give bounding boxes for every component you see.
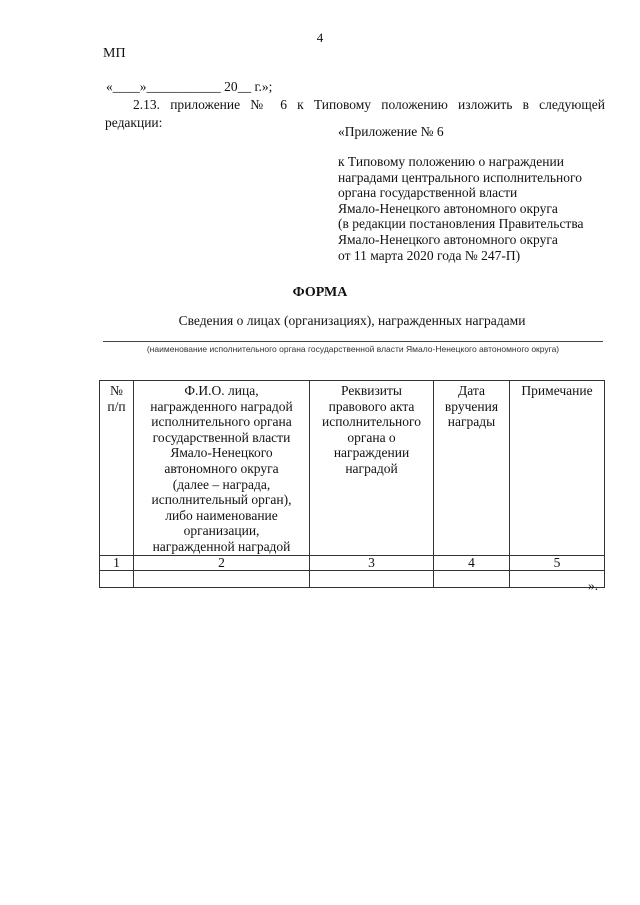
column-number: 4: [434, 555, 510, 570]
appendix-title: «Приложение № 6: [338, 124, 444, 139]
amendment-line-1: 2.13. приложение № 6 к Типовому положению изложить в следующей: [133, 97, 605, 112]
empty-cell[interactable]: [134, 570, 310, 587]
header-cell-name: Ф.И.О. лица, награжденного наградой исполнительного органа государственной власти Ямало-Ненецкого автономного округа (далее – награда, исполнительный орган), либо наименование организации, награжденной наградой: [134, 381, 310, 556]
empty-cell[interactable]: [100, 570, 134, 587]
organ-name-underline: [103, 341, 603, 342]
page-number: 4: [316, 30, 324, 45]
header-cell-note: Примечание: [510, 381, 605, 556]
stamp-label: МП: [103, 46, 126, 61]
appendix-line: от 11 марта 2020 года № 247-П): [338, 247, 521, 263]
header-cell-number: № п/п: [100, 381, 134, 556]
appendix-line: Ямало-Ненецкого автономного округа: [338, 200, 558, 216]
header-cell-act: Реквизиты правового акта исполнительного органа о награждении наградой: [310, 381, 434, 556]
column-number: 1: [100, 555, 134, 570]
appendix-line: органа государственной власти: [338, 185, 518, 201]
appendix-line: (в редакции постановления Правительства: [338, 216, 584, 232]
column-number: 5: [510, 555, 605, 570]
form-title: ФОРМА: [292, 285, 348, 300]
awards-table: [99, 380, 605, 588]
empty-cell[interactable]: [310, 570, 434, 587]
amendment-line-2: редакции:: [105, 115, 163, 130]
header-cell-date: Дата вручения награды: [434, 381, 510, 556]
table-header-row: [100, 381, 605, 556]
empty-cell[interactable]: [434, 570, 510, 587]
appendix-line: Ямало-Ненецкого автономного округа: [338, 232, 558, 247]
empty-data-row: [100, 570, 605, 587]
closing-quote-mark: ».: [588, 578, 599, 593]
column-number: 3: [310, 555, 434, 570]
underline-caption: (наименование исполнительного органа государственной власти Ямало-Ненецкого автономного округа): [146, 344, 560, 354]
column-number: 2: [134, 555, 310, 570]
form-subtitle: Сведения о лицах (организациях), награжденных наградами: [178, 313, 526, 328]
date-line: «____»___________ 20__ г.»;: [106, 79, 273, 94]
column-number-row: [100, 555, 605, 570]
appendix-line: к Типовому положению о награждении: [338, 154, 564, 169]
appendix-line: наградами центрального исполнительного: [338, 169, 582, 185]
